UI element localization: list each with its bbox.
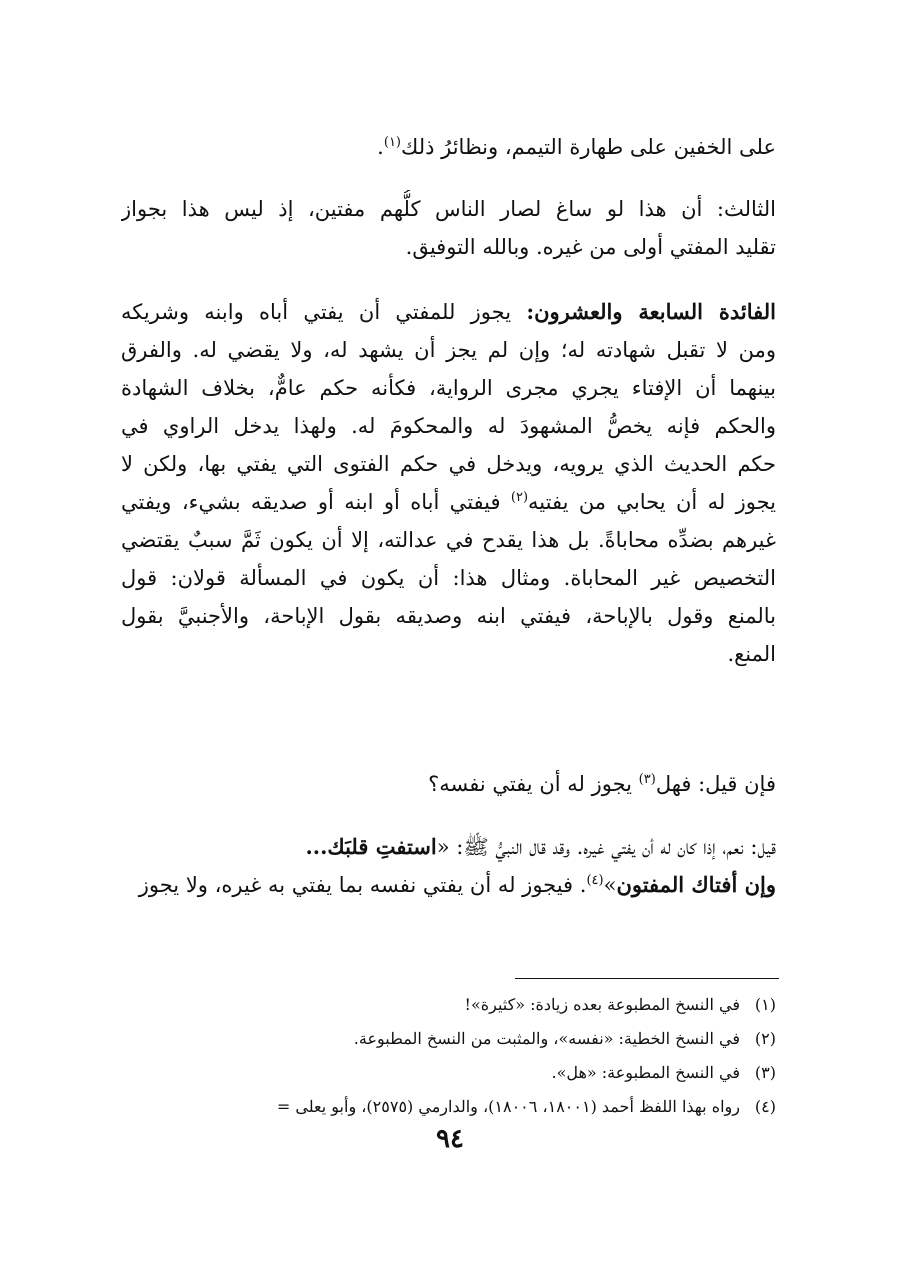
footnote [121, 1022, 776, 1056]
page-number: ٩٤ [436, 1124, 464, 1154]
text-line: الفائدة السابعة والعشرون: يجوز للمفتي أن يفتي أباه وابنه وشريكه [121, 299, 776, 324]
footnote-text: في النسخ المطبوعة: «هل». [551, 1063, 740, 1082]
footnote [121, 988, 776, 1022]
text-line: والحكم فإنه يخصُّ المشهودَ له والمحكومَ له. ولهذا يدخل الراوي في [121, 414, 776, 438]
text-line: فإن قيل: فهل$^{(٣)}$ يجوز له أن يفتي نفسه؟ [428, 772, 776, 796]
paragraph-3 [121, 293, 776, 673]
text-line: يجوز له أن يحابي من يفتيه$^{(٢)}$ فيفتي أباه أو ابنه أو صديقه بشيء، ويفتي [121, 490, 776, 514]
footnote-ref-4: (٤) [586, 873, 604, 888]
section-heading: الفائدة السابعة والعشرون: [526, 299, 776, 324]
paragraph-5 [121, 828, 776, 904]
hadith-quote: استفتِ قلبَك... [305, 834, 437, 859]
text-line: ومن لا تقبل شهادته له؛ وإن لم يجز أن يشهد له، ولا يقضي له. والفرق [121, 338, 776, 362]
footnotes [121, 988, 776, 1124]
footnote [121, 1090, 776, 1124]
text-line: وإن أفتاك المفتون»$^{(٤)}$. فيجوز له أن يفتي نفسه بما يفتي به غيره، ولا يجوز [138, 872, 776, 897]
footnote-text: رواه بهذا اللفظ أحمد (١٨٠٠١، ١٨٠٠٦)، والدارمي (٢٥٧٥)، وأبو يعلى = [276, 1097, 740, 1116]
text-line: بالمنع وقول بالإباحة، فيفتي ابنه وصديقه بقول الإباحة، والأجنبيَّ بقول [121, 604, 776, 628]
paragraph-1 [121, 128, 776, 166]
footnote-number: (٤) [754, 1097, 776, 1116]
paragraph-4 [121, 765, 776, 803]
footnote-ref-2: (٢) [510, 490, 529, 505]
text-line: الثالث: أن هذا لو ساغ لصار الناس كلُّهم مفتين، إذ ليس هذا بجواز [121, 197, 776, 221]
footnote-separator [515, 978, 779, 979]
text-line: تقليد المفتي أولى من غيره. وبالله التوفيق. [405, 235, 776, 259]
footnote-text: في النسخ الخطية: «نفسه»، والمثبت من النسخ المطبوعة. [353, 1029, 740, 1048]
footnote-ref-3: (٣) [638, 772, 656, 787]
footnote-text: في النسخ المطبوعة بعده زيادة: «كثيرة»! [464, 995, 740, 1014]
paragraph-2 [121, 190, 776, 266]
text-line: التخصيص غير المحاباة. ومثال هذا: أن يكون في المسألة قولان: قول [121, 566, 776, 590]
text-line: المنع. [727, 642, 776, 666]
hadith-quote: وإن أفتاك المفتون [616, 872, 776, 897]
footnote-number: (٣) [754, 1063, 776, 1082]
text-line: بينهما أن الإفتاء يجري مجرى الرواية، فكأنه حكم عامٌّ، بخلاف الشهادة [121, 376, 776, 400]
footnote-number: (١) [754, 995, 776, 1014]
text-line: على الخفين على طهارة التيمم، ونظائرُ ذلك$^{(١)}$. [377, 135, 776, 159]
footnote-number: (٢) [754, 1029, 776, 1048]
footnote-ref-1: (١) [383, 135, 401, 150]
text-line: قيل: نعم، إذا كان له أن يفتي غيره. وقد قال النبيُّ ﷺ: «استفتِ قلبَك... [305, 834, 776, 859]
text-line: حكم الحديث الذي يرويه، ويدخل في حكم الفتوى التي يفتي بها، ولكن لا [121, 452, 776, 476]
footnote [121, 1056, 776, 1090]
text-line: غيرهم بضدِّه محاباةً. بل هذا يقدح في عدالته، إلا أن يكون ثَمَّ سببٌ يقتضي [121, 528, 776, 552]
